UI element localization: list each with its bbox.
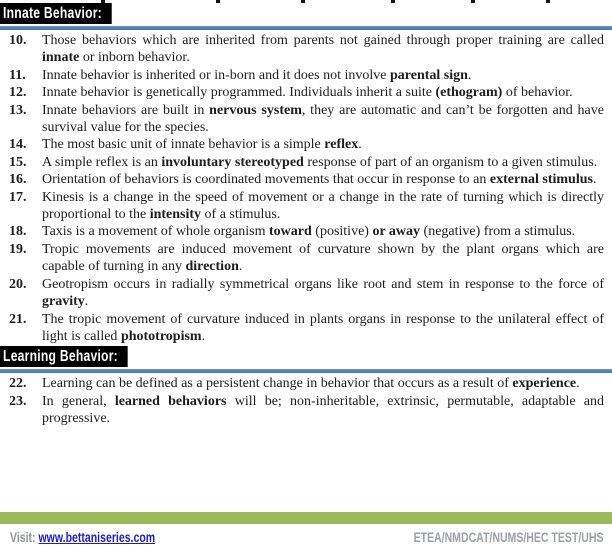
footer-visit <box>10 530 155 545</box>
item-number: 18. <box>9 224 27 240</box>
item-text: Taxis is a movement of whole organism toward (positive) or away (negative) from a stimulus. <box>42 224 576 240</box>
item-number: 20. <box>9 276 27 292</box>
list-item <box>0 67 612 84</box>
section-heading: Learning Behavior: <box>0 346 128 367</box>
item-number: 15. <box>9 154 27 170</box>
item-number: 14. <box>9 137 27 153</box>
item-number: 21. <box>9 311 27 327</box>
section <box>0 3 612 345</box>
item-text: In general, learned behaviors will be; non-inheritable, extrinsic, permutable, adaptable and progressive. <box>42 393 604 427</box>
item-text: Innate behavior is genetically programmed. Individuals inherit a suite (ethogram) of behavior. <box>42 85 573 101</box>
list-item <box>0 84 612 101</box>
section <box>0 346 612 427</box>
item-text: Those behaviors which are inherited from parents not gained through proper training are called innate or inborn behavior. <box>42 33 604 66</box>
item-text: Orientation of behaviors is coordinated movements that occur in response to an external stimulus. <box>42 172 597 188</box>
item-number: 13. <box>9 102 27 118</box>
list-item <box>0 189 612 224</box>
list-item <box>0 171 612 188</box>
item-text: The most basic unit of innate behavior is a simple reflex. <box>42 137 362 153</box>
item-text: The tropic movement of curvature induced in plants organs in response to the unilateral effect of light is called phototropism. <box>42 311 604 344</box>
item-text: Innate behaviors are built in nervous system, they are automatic and can’t be forgotten and have survival value for the species. <box>42 102 604 136</box>
list-item <box>0 154 612 171</box>
item-text: Learning can be defined as a persistent change in behavior that occurs as a result of experience. <box>42 376 580 392</box>
item-text: Innate behavior is inherited or in-born and it does not involve parental sign. <box>42 67 472 83</box>
list-item <box>0 311 612 346</box>
numbered-list <box>0 32 612 345</box>
item-number: 19. <box>9 241 27 257</box>
item-text: Kinesis is a change in the speed of movement or a change in the rate of turning which is directly proportional to the intensity of a stimulus. <box>42 189 604 223</box>
section-heading: Innate Behavior: <box>0 3 112 24</box>
exam-tags-label: ETEA/NMDCAT/NUMS/HEC TEST/UHS <box>414 529 604 545</box>
list-item <box>0 375 612 392</box>
item-number: 12. <box>9 85 27 101</box>
item-number: 17. <box>9 189 27 205</box>
list-item <box>0 102 612 137</box>
footer-accent-bar <box>0 512 612 524</box>
page-footer <box>10 526 604 548</box>
item-number: 23. <box>9 393 27 409</box>
website-link[interactable]: www.bettaniseries.com <box>38 529 156 545</box>
section-divider-rule <box>0 369 612 373</box>
list-item <box>0 223 612 240</box>
item-number: 11. <box>9 67 26 83</box>
item-number: 22. <box>9 376 27 392</box>
numbered-list <box>0 375 612 427</box>
visit-label: Visit: <box>10 529 39 545</box>
notes-content <box>0 3 612 428</box>
item-text: Geotropism occurs in radially symmetrical organs like root and stem in response to the force of gravity. <box>42 276 604 310</box>
item-text: Tropic movements are induced movement of curvature shown by the plant organs which are capable of turning in any direction. <box>42 241 604 275</box>
item-number: 16. <box>9 172 27 188</box>
list-item <box>0 32 612 67</box>
list-item <box>0 276 612 311</box>
list-item <box>0 393 612 428</box>
list-item <box>0 241 612 276</box>
list-item <box>0 136 612 153</box>
section-divider-rule <box>0 26 612 30</box>
item-text: A simple reflex is an involuntary stereotyped response of part of an organism to a given stimulus. <box>42 154 598 170</box>
item-number: 10. <box>9 33 27 48</box>
